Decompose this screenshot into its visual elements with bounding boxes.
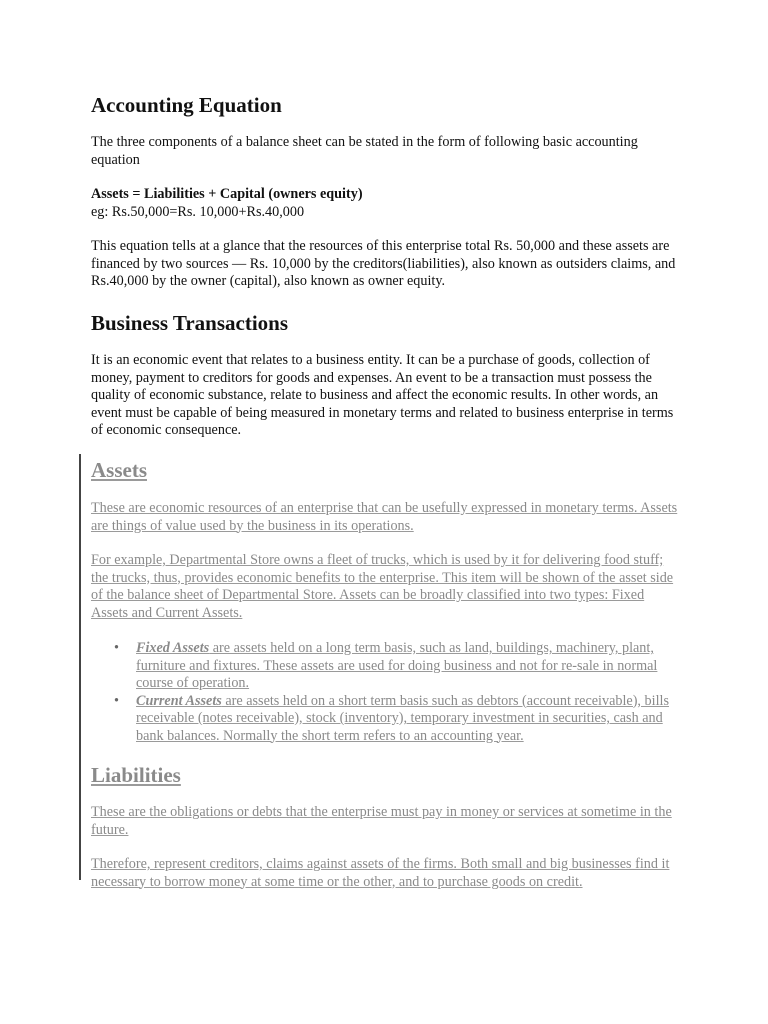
heading-assets[interactable]: Assets: [91, 458, 147, 482]
paragraph-liabilities-definition[interactable]: These are the obligations or debts that the enterprise must pay in money or services at sometime in the future.: [91, 804, 672, 838]
bullet-icon: •: [114, 692, 119, 709]
paragraph-business-transactions: It is an economic event that relates to a business entity. It can be a purchase of goods, collection of money, payment to creditors for goods and expenses. An event to be a transaction must possess the quality of economic substance, relate to business and affect the economic results. In other words, an event must be capable of being measured in monetary terms and related to business enterprise in terms of economic consequence.: [91, 352, 674, 438]
list-item-fixed-assets[interactable]: [110, 640, 685, 693]
quote-bar: [79, 454, 81, 880]
paragraph-explanation: This equation tells at a glance that the resources of this enterprise total Rs. 50,000 and these assets are financed by two sources — Rs. 10,000 by the creditors(liabilities), also known as outsiders claims, and Rs.40,000 by the owner (capital), also known as owner equity.: [91, 238, 676, 289]
paragraph-liabilities-detail[interactable]: Therefore, represent creditors, claims against assets of the firms. Both small and big businesses find it necessary to borrow money at some time or the other, and to purchase goods on credit.: [91, 856, 670, 890]
bullet-icon: •: [114, 640, 119, 656]
example-text: eg: Rs.50,000=Rs. 10,000+Rs.40,000: [91, 204, 305, 220]
fixed-assets-text: are assets held on a long term basis, such as land, buildings, machinery, plant, furniture and fixtures. These assets are used for doing business and not for re-sale in normal course of operation.: [136, 640, 658, 691]
heading-business-transactions: Business Transactions: [91, 311, 289, 335]
heading-liabilities[interactable]: Liabilities: [91, 763, 181, 787]
assets-types-list: [110, 640, 685, 745]
current-assets-text: are assets held on a short term basis such as debtors (account receivable), bills receivable (notes receivable), stock (inventory), temporary investment in securities, cash and bank balances. Normally the short term refers to an accounting year.: [136, 692, 669, 744]
term-current-assets: Current Assets: [136, 692, 222, 709]
paragraph-assets-definition[interactable]: These are economic resources of an enterprise that can be usefully expressed in monetary terms. Assets are things of value used by the business in its operations.: [91, 500, 678, 534]
paragraph-assets-example[interactable]: For example, Departmental Store owns a fleet of trucks, which is used by it for delivering food stuff; the trucks, thus, provides economic benefits to the enterprise. This item will be shown of the asset side of the balance sheet of Departmental Store. Assets can be broadly classified into two types: Fixed Assets and Current Assets.: [91, 552, 674, 621]
term-fixed-assets: Fixed Assets: [136, 640, 210, 656]
paragraph-intro: The three components of a balance sheet can be stated in the form of following basic accounting equation: [91, 134, 638, 168]
list-item-current-assets[interactable]: [110, 693, 685, 746]
heading-accounting-equation: Accounting Equation: [91, 93, 282, 117]
equation-text: Assets = Liabilities + Capital (owners equity): [91, 186, 363, 202]
